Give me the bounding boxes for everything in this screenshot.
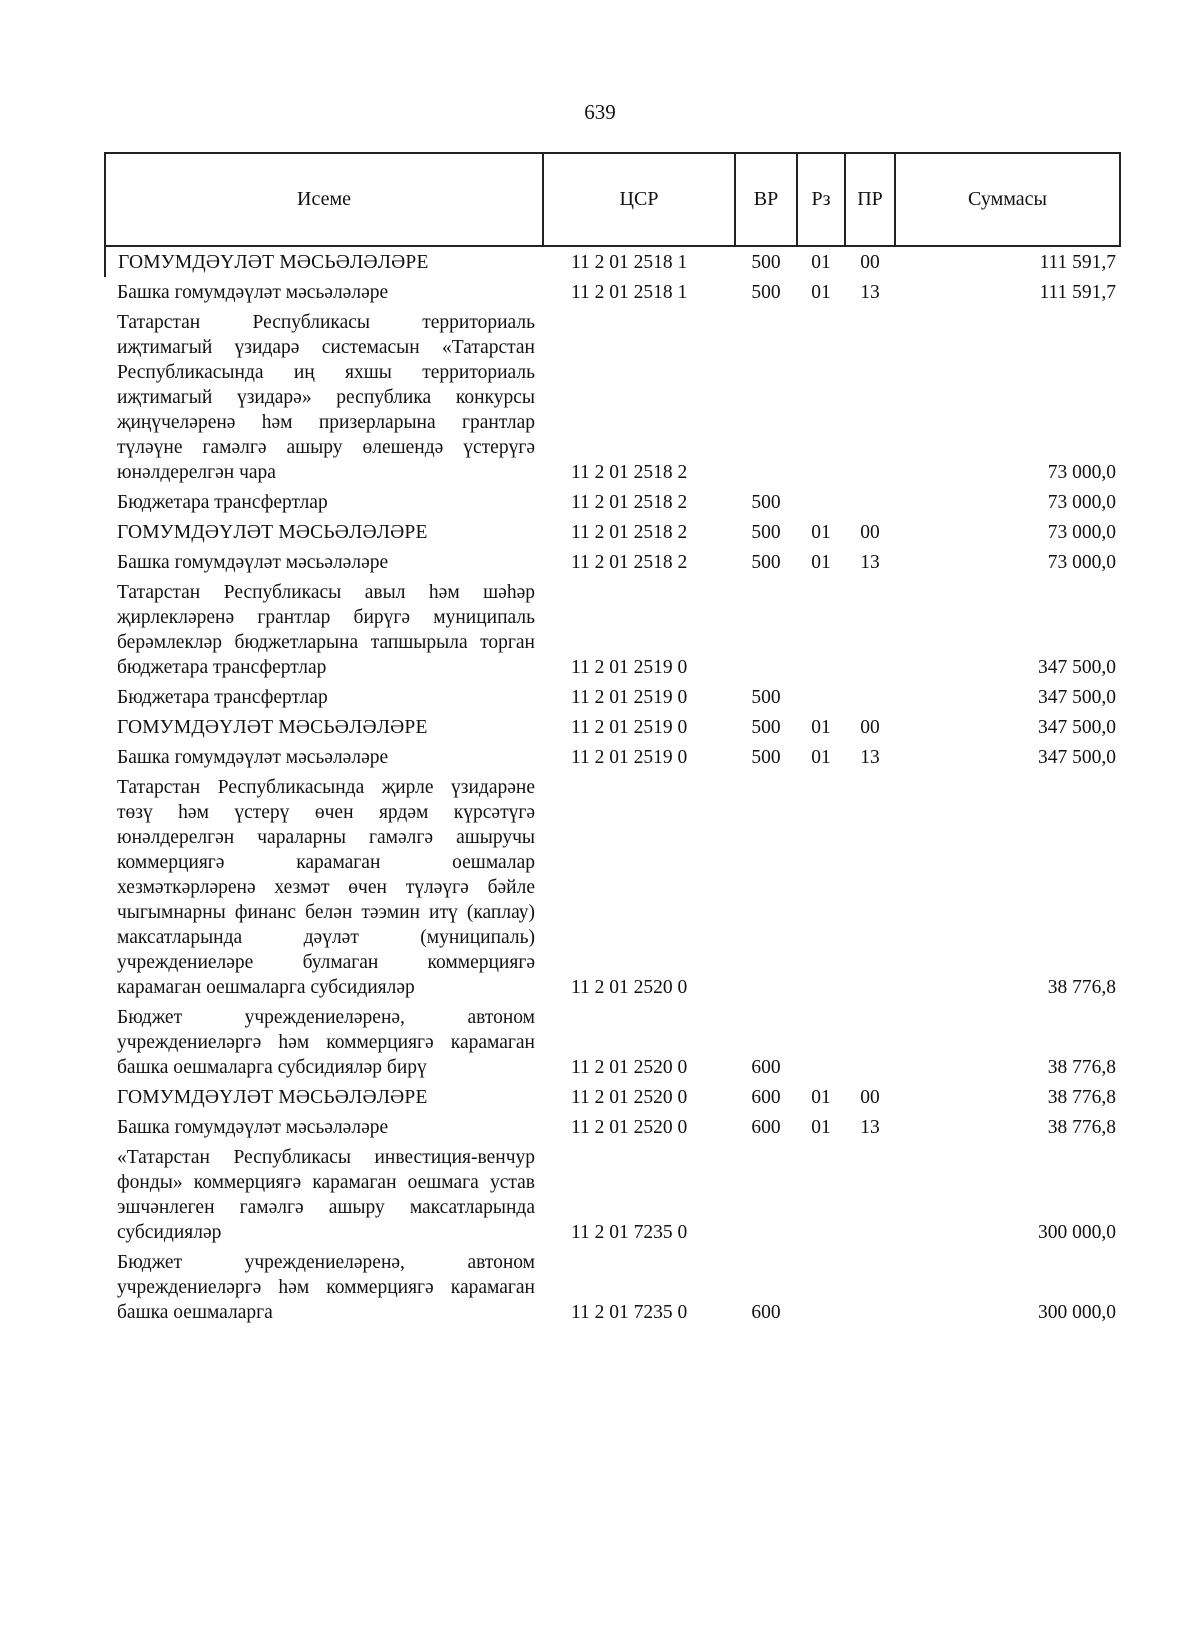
table-row: [105, 682, 1120, 712]
cell-csr: 11 2 01 2520 0: [571, 1087, 688, 1108]
cell-pr: [845, 487, 895, 517]
cell-name: Башка гомумдәүләт мәсьәләләре: [117, 1117, 389, 1138]
cell-vr: 500: [751, 492, 781, 513]
cell-csr: 11 2 01 2518 2: [571, 462, 688, 483]
table-row: [105, 577, 1120, 682]
table-row: [105, 742, 1120, 772]
cell-csr: 11 2 01 2519 0: [571, 657, 688, 678]
cell-pr: [845, 772, 895, 1002]
cell-vr: 500: [751, 747, 781, 768]
cell-name: ГОМУМДӘҮЛӘТ МӘСЬӘЛӘЛӘРЕ: [117, 1087, 428, 1108]
cell-sum: 300 000,0: [1038, 1222, 1116, 1243]
cell-csr: 11 2 01 2518 2: [571, 492, 688, 513]
cell-name: Башка гомумдәүләт мәсьәләләре: [117, 282, 389, 303]
cell-vr: 500: [751, 522, 781, 543]
cell-rz: [797, 1142, 845, 1247]
cell-csr: 11 2 01 2520 0: [571, 1117, 688, 1138]
header-sum: Суммасы: [895, 153, 1120, 246]
cell-vr: [735, 307, 797, 487]
cell-pr: 00: [845, 246, 895, 277]
table-row: [105, 246, 1120, 277]
cell-rz: 01: [811, 1087, 831, 1108]
cell-sum: 38 776,8: [1047, 1057, 1116, 1078]
cell-rz: [797, 307, 845, 487]
cell-sum: 73 000,0: [1047, 552, 1116, 573]
cell-vr: 600: [751, 1087, 781, 1108]
cell-pr: [845, 1142, 895, 1247]
cell-csr: 11 2 01 2518 1: [543, 246, 735, 277]
cell-vr: 600: [751, 1302, 781, 1323]
cell-sum: 73 000,0: [1047, 492, 1116, 513]
cell-sum: 347 500,0: [1038, 747, 1116, 768]
cell-sum: 111 591,7: [895, 246, 1120, 277]
cell-vr: [735, 1142, 797, 1247]
header-vr: ВР: [735, 153, 797, 246]
cell-name: Бюджет учреждениеләренә, автоном учреждениеләргә һәм коммерциягә карамаган башка оешмаларга субсидияләр бирү: [117, 1007, 535, 1078]
cell-vr: 500: [735, 246, 797, 277]
header-csr: ЦСР: [543, 153, 735, 246]
cell-pr: 13: [860, 282, 880, 303]
cell-name: Татарстан Республикасы территориаль иҗтимагый үзидарә системасын «Татарстан Республикасында иң яхшы территориаль иҗтимагый үзидарә» республика конкурсы җиңүчеләренә һәм призерларына грантлар түләүне гамәлгә ашыру өлешендә үстерүгә юнәлдерелгән чара: [117, 312, 535, 483]
cell-name: Башка гомумдәүләт мәсьәләләре: [117, 552, 389, 573]
table-row: [105, 772, 1120, 1002]
header-rz: Рз: [797, 153, 845, 246]
cell-sum: 73 000,0: [1047, 462, 1116, 483]
header-name: Исеме: [105, 153, 543, 246]
cell-sum: 73 000,0: [1047, 522, 1116, 543]
cell-rz: 01: [797, 246, 845, 277]
table-row: [105, 1247, 1120, 1327]
cell-name: Бюджетара трансфертлар: [117, 492, 328, 513]
table-row: [105, 1082, 1120, 1112]
budget-table: [104, 152, 1121, 1327]
cell-sum: 111 591,7: [1039, 282, 1116, 303]
cell-sum: 347 500,0: [1038, 717, 1116, 738]
cell-rz: 01: [811, 1117, 831, 1138]
cell-sum: 347 500,0: [1038, 687, 1116, 708]
cell-csr: 11 2 01 2519 0: [571, 687, 688, 708]
cell-csr: 11 2 01 2520 0: [571, 1057, 688, 1078]
cell-rz: 01: [811, 717, 831, 738]
cell-pr: 13: [860, 747, 880, 768]
cell-vr: [735, 577, 797, 682]
cell-csr: 11 2 01 2519 0: [571, 747, 688, 768]
table-body: [105, 246, 1120, 1327]
cell-rz: [797, 487, 845, 517]
cell-name: ГОМУМДӘҮЛӘТ МӘСЬӘЛӘЛӘРЕ: [117, 717, 428, 738]
table-header: [105, 153, 1120, 246]
cell-pr: [845, 577, 895, 682]
table-row: [105, 1142, 1120, 1247]
table-row: [105, 517, 1120, 547]
cell-pr: [845, 1002, 895, 1082]
cell-csr: 11 2 01 2519 0: [571, 717, 688, 738]
cell-vr: [735, 772, 797, 1002]
cell-rz: [797, 1002, 845, 1082]
cell-vr: 500: [751, 282, 781, 303]
cell-csr: 11 2 01 7235 0: [571, 1302, 688, 1323]
cell-rz: [797, 577, 845, 682]
cell-name: Татарстан Республикасы авыл һәм шәһәр җирлекләренә грантлар бирүгә муниципаль берәмлекләр бюджетларына тапшырыла торган бюджетара трансфертлар: [117, 582, 535, 678]
cell-rz: [797, 682, 845, 712]
cell-sum: 38 776,8: [1047, 1117, 1116, 1138]
cell-vr: 500: [751, 552, 781, 573]
table-row: [105, 712, 1120, 742]
cell-name: «Татарстан Республикасы инвестиция-венчур фонды» коммерциягә карамаган оешмага устав эшчәнлеген гамәлгә ашыру максатларында субсидияләр: [117, 1147, 535, 1243]
cell-rz: [797, 772, 845, 1002]
cell-name: ГОМУМДӘҮЛӘТ МӘСЬӘЛӘЛӘРЕ: [117, 522, 428, 543]
cell-vr: 500: [751, 687, 781, 708]
cell-csr: 11 2 01 7235 0: [571, 1222, 688, 1243]
cell-rz: 01: [811, 522, 831, 543]
cell-name: ГОМУМДӘҮЛӘТ МӘСЬӘЛӘЛӘРЕ: [105, 246, 543, 277]
table-row: [105, 277, 1120, 307]
cell-sum: 38 776,8: [1047, 1087, 1116, 1108]
table-row: [105, 487, 1120, 517]
cell-rz: 01: [811, 552, 831, 573]
cell-pr: 00: [860, 717, 880, 738]
table-row: [105, 1112, 1120, 1142]
page-number: 639: [584, 100, 616, 124]
cell-vr: 500: [751, 717, 781, 738]
cell-sum: 38 776,8: [1047, 977, 1116, 998]
table-row: [105, 1002, 1120, 1082]
cell-name: Бюджетара трансфертлар: [117, 687, 328, 708]
cell-pr: 00: [860, 1087, 880, 1108]
cell-csr: 11 2 01 2518 2: [571, 552, 688, 573]
cell-csr: 11 2 01 2518 2: [571, 522, 688, 543]
cell-name: Башка гомумдәүләт мәсьәләләре: [117, 747, 389, 768]
cell-pr: 13: [860, 552, 880, 573]
table-row: [105, 307, 1120, 487]
cell-name: Татарстан Республикасында җирле үзидарәне төзү һәм үстерү өчен ярдәм күрсәтүгә юнәлдерелгән чараларны гамәлгә ашыручы коммерциягә карамаган оешмалар хезмәткәрләренә хезмәт өчен түләүгә бәйле чыгымнарны финанс белән тәэмин итү (каплау) максатларында дәүләт (муниципаль) учреждениеләре булмаган коммерциягә карамаган оешмаларга субсидияләр: [117, 777, 535, 998]
cell-rz: 01: [811, 282, 831, 303]
cell-pr: [845, 307, 895, 487]
cell-pr: [845, 1247, 895, 1327]
cell-pr: 13: [860, 1117, 880, 1138]
cell-rz: 01: [811, 747, 831, 768]
table-row: [105, 547, 1120, 577]
cell-vr: 600: [751, 1117, 781, 1138]
header-pr: ПР: [845, 153, 895, 246]
cell-csr: 11 2 01 2518 1: [571, 282, 688, 303]
cell-name: Бюджет учреждениеләренә, автоном учреждениеләргә һәм коммерциягә карамаган башка оешмаларга: [117, 1252, 535, 1323]
cell-rz: [797, 1247, 845, 1327]
cell-pr: 00: [860, 522, 880, 543]
cell-sum: 300 000,0: [1038, 1302, 1116, 1323]
cell-csr: 11 2 01 2520 0: [571, 977, 688, 998]
cell-pr: [845, 682, 895, 712]
cell-vr: 600: [751, 1057, 781, 1078]
cell-sum: 347 500,0: [1038, 657, 1116, 678]
